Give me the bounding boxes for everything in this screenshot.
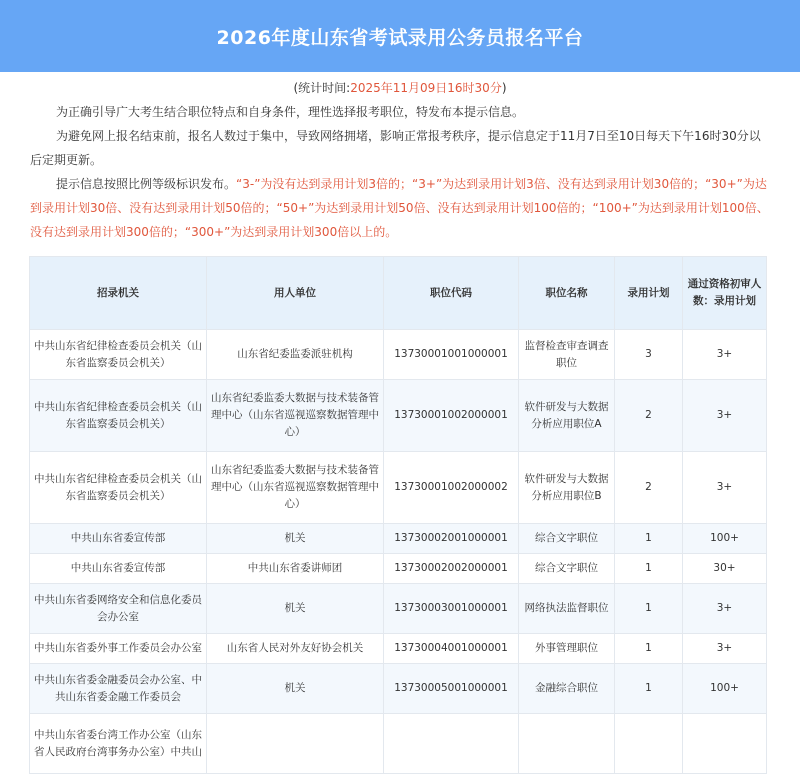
table-row xyxy=(30,714,767,774)
cell-plan: 1 xyxy=(615,634,683,664)
table-row xyxy=(30,634,767,664)
cell-unit: 机关 xyxy=(207,524,384,554)
cell-code: 13730004001000001 xyxy=(384,634,519,664)
cell-org: 中共山东省委宣传部 xyxy=(30,524,207,554)
cell-code: 13730001002000001 xyxy=(384,380,519,452)
cell-unit xyxy=(207,714,384,774)
notice-paragraph-3-lead: 提示信息按照比例等级标识发布。 xyxy=(56,177,237,191)
cell-code: 13730001001000001 xyxy=(384,330,519,380)
cell-plan: 1 xyxy=(615,524,683,554)
page-title: 2026年度山东省考试录用公务员报名平台 xyxy=(216,26,584,49)
stats-prefix: (统计时间: xyxy=(293,81,351,95)
table-row xyxy=(30,554,767,584)
cell-name: 外事管理职位 xyxy=(519,634,615,664)
table-row xyxy=(30,584,767,634)
stats-suffix: ) xyxy=(501,81,507,95)
cell-org: 中共山东省委网络安全和信息化委员会办公室 xyxy=(30,584,207,634)
cell-ratio: 30+ xyxy=(683,554,767,584)
cell-ratio: 3+ xyxy=(683,452,767,524)
header-name[interactable]: 职位名称 xyxy=(519,257,615,330)
cell-code: 13730002001000001 xyxy=(384,524,519,554)
cell-ratio: 3+ xyxy=(683,634,767,664)
cell-plan: 3 xyxy=(615,330,683,380)
cell-unit: 山东省人民对外友好协会机关 xyxy=(207,634,384,664)
cell-plan: 1 xyxy=(615,554,683,584)
table-row xyxy=(30,380,767,452)
table-row xyxy=(30,524,767,554)
cell-plan: 2 xyxy=(615,380,683,452)
cell-code: 13730003001000001 xyxy=(384,584,519,634)
header-code[interactable]: 职位代码 xyxy=(384,257,519,330)
cell-org: 中共山东省纪律检查委员会机关（山东省监察委员会机关） xyxy=(30,330,207,380)
cell-name: 网络执法监督职位 xyxy=(519,584,615,634)
cell-ratio: 3+ xyxy=(683,330,767,380)
table-row xyxy=(30,664,767,714)
cell-plan xyxy=(615,714,683,774)
cell-name: 综合文字职位 xyxy=(519,524,615,554)
positions-table xyxy=(29,256,767,774)
cell-plan: 1 xyxy=(615,584,683,634)
cell-ratio xyxy=(683,714,767,774)
cell-unit: 山东省纪委监委派驻机构 xyxy=(207,330,384,380)
cell-name: 综合文字职位 xyxy=(519,554,615,584)
table-row xyxy=(30,330,767,380)
table-row xyxy=(30,452,767,524)
notice-paragraph-3 xyxy=(30,172,770,244)
notice-ratio-legend: “3-”为没有达到录用计划3倍的；“3+”为达到录用计划3倍、没有达到录用计划30倍的；“30+”为达到录用计划30倍、没有达到录用计划50倍的；“50+”为达到录用计划50倍、没有达到录用计划100倍的；“100+”为达到录用计划100倍、没有达到录用计划300倍的；“300+”为达到录用计划300倍以上的。 xyxy=(30,177,769,239)
cell-ratio: 100+ xyxy=(683,664,767,714)
cell-unit: 中共山东省委讲师团 xyxy=(207,554,384,584)
cell-ratio: 3+ xyxy=(683,380,767,452)
cell-plan: 2 xyxy=(615,452,683,524)
cell-name: 软件研发与大数据分析应用职位B xyxy=(519,452,615,524)
notice-paragraph-2: 为避免网上报名结束前，报名人数过于集中，导致网络拥堵，影响正常报考秩序，提示信息定于11月7日至10日每天下午16时30分以后定期更新。 xyxy=(30,129,761,167)
table-header-row xyxy=(30,257,767,330)
positions-table-container xyxy=(29,256,766,774)
header-plan[interactable]: 录用计划 xyxy=(615,257,683,330)
cell-unit: 山东省纪委监委大数据与技术装备管理中心（山东省巡视巡察数据管理中心） xyxy=(207,452,384,524)
cell-code xyxy=(384,714,519,774)
stats-time-line xyxy=(0,79,800,97)
cell-code: 13730005001000001 xyxy=(384,664,519,714)
cell-org: 中共山东省委外事工作委员会办公室 xyxy=(30,634,207,664)
header-banner xyxy=(0,0,800,72)
cell-org: 中共山东省委金融委员会办公室、中共山东省委金融工作委员会 xyxy=(30,664,207,714)
notice-paragraph-1: 为正确引导广大考生结合职位特点和自身条件，理性选择报考职位，特发布本提示信息。 xyxy=(56,105,525,119)
cell-org: 中共山东省委宣传部 xyxy=(30,554,207,584)
cell-ratio: 3+ xyxy=(683,584,767,634)
cell-org: 中共山东省纪律检查委员会机关（山东省监察委员会机关） xyxy=(30,452,207,524)
header-ratio[interactable]: 通过资格初审人数：录用计划 xyxy=(683,257,767,330)
cell-unit: 机关 xyxy=(207,664,384,714)
header-unit[interactable]: 用人单位 xyxy=(207,257,384,330)
cell-name: 监督检查审查调查职位 xyxy=(519,330,615,380)
cell-code: 13730002002000001 xyxy=(384,554,519,584)
cell-plan: 1 xyxy=(615,664,683,714)
header-org[interactable]: 招录机关 xyxy=(30,257,207,330)
stats-time: 2025年11月09日16时30分 xyxy=(350,81,502,95)
cell-name xyxy=(519,714,615,774)
cell-code: 13730001002000002 xyxy=(384,452,519,524)
cell-org: 中共山东省纪律检查委员会机关（山东省监察委员会机关） xyxy=(30,380,207,452)
cell-name: 软件研发与大数据分析应用职位A xyxy=(519,380,615,452)
cell-unit: 机关 xyxy=(207,584,384,634)
notice-section xyxy=(0,100,800,244)
cell-unit: 山东省纪委监委大数据与技术装备管理中心（山东省巡视巡察数据管理中心） xyxy=(207,380,384,452)
cell-name: 金融综合职位 xyxy=(519,664,615,714)
cell-ratio: 100+ xyxy=(683,524,767,554)
cell-org: 中共山东省委台湾工作办公室（山东省人民政府台湾事务办公室）中共山 xyxy=(30,714,207,774)
